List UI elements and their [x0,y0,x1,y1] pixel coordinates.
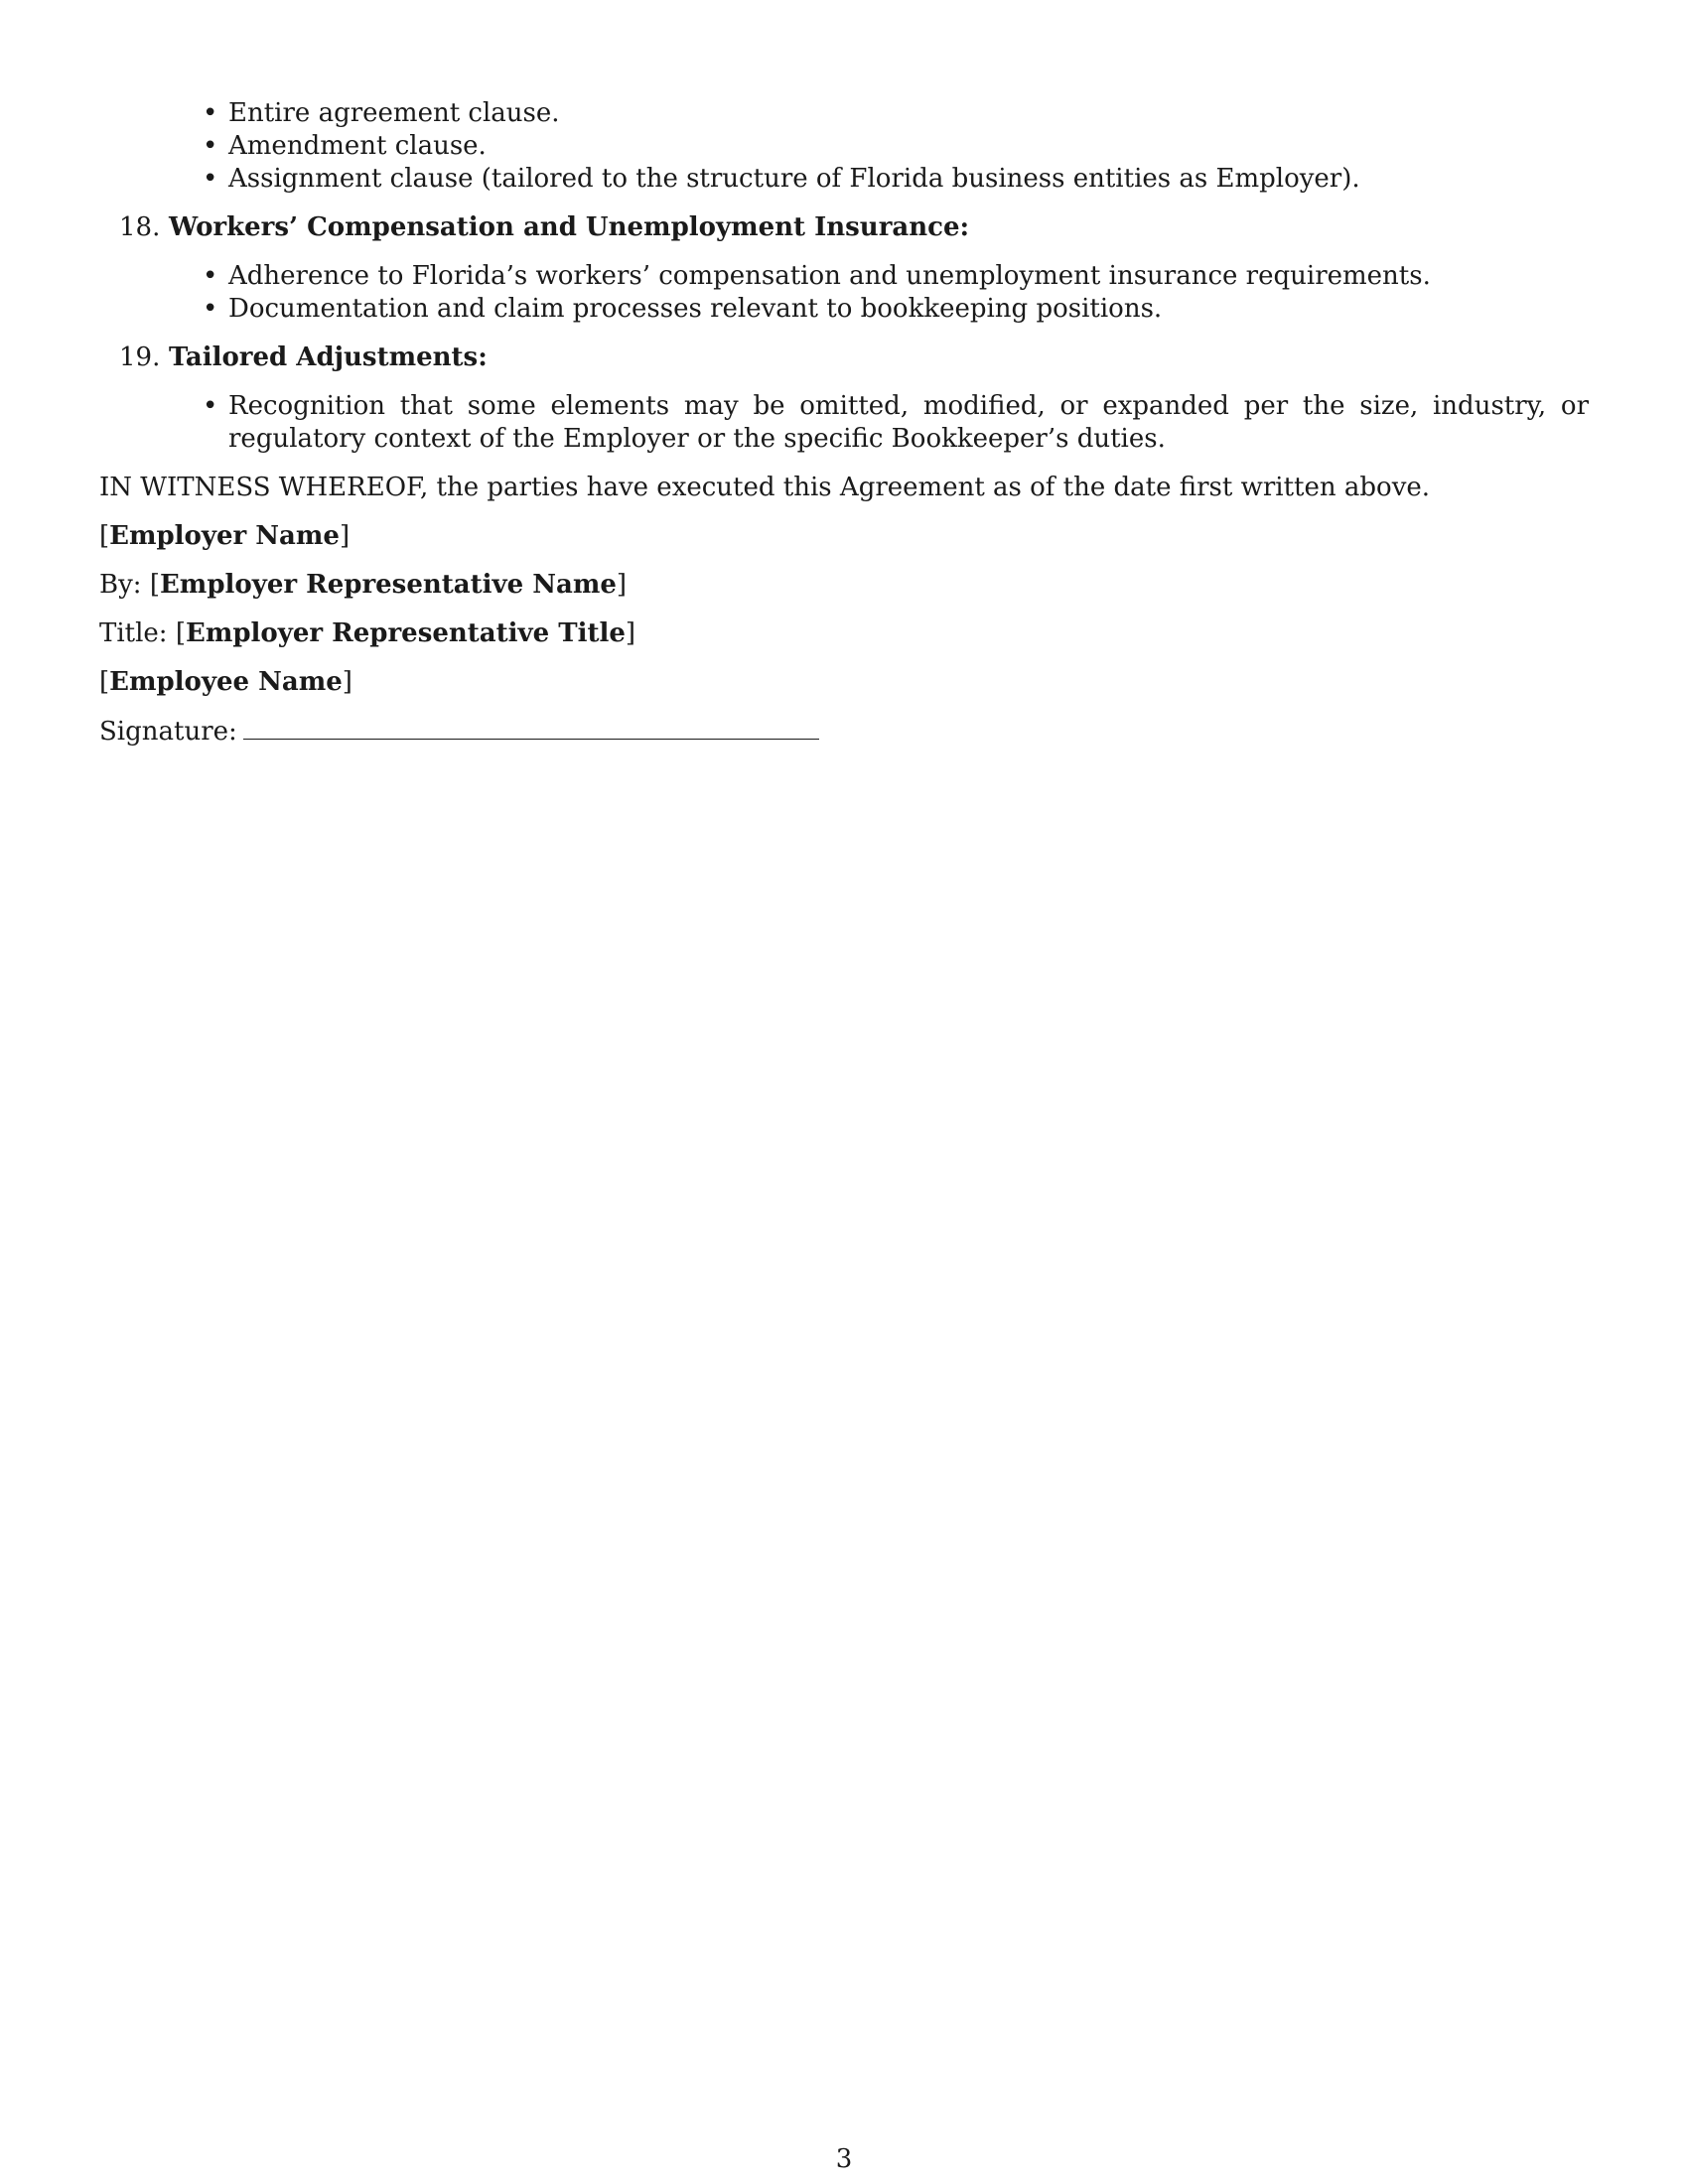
bullet-item: • Entire agreement clause. [228,97,1589,130]
bullet-item: • Recognition that some elements may be omitted, modified, or expanded per the size, industry, or regulatory context of the Employer or the specific Bookkeeper’s duties. [228,390,1589,456]
section-18 [99,211,1589,326]
continued-bullet-list [99,97,1589,196]
employee-name-line: [Employee Name] [99,667,352,697]
section-heading [99,211,1589,244]
section-title: Tailored Adjustments: [169,342,488,372]
signature-line [99,715,1589,749]
employer-name: Employer Name [109,521,340,551]
signature-label: Signature: [99,717,237,747]
section-number: 19. [119,342,161,372]
title-line: Title: [Employer Representative Title] [99,618,636,648]
witness-statement: IN WITNESS WHEREOF, the parties have executed this Agreement as of the date first written above. [99,473,1431,502]
bullet-item: • Amendment clause. [228,130,1589,163]
signature-blank[interactable] [243,715,819,740]
employee-name: Employee Name [109,667,343,697]
section-19 [99,341,1589,456]
bullet-item: • Adherence to Florida’s workers’ compensation and unemployment insurance requirements. [228,260,1589,293]
by-label: By: [99,570,142,600]
section-bullet-list [99,390,1589,456]
page-number: 3 [835,2144,853,2174]
section-bullet-list [99,260,1589,326]
employer-name-line: [Employer Name] [99,521,351,551]
section-number: 18. [119,212,161,242]
document-page [99,97,1589,749]
by-line: By: [Employer Representative Name] [99,570,628,600]
bullet-item: • Assignment clause (tailored to the structure of Florida business entities as Employer). [228,163,1589,196]
section-heading [99,341,1589,374]
employer-rep-title: Employer Representative Title [186,618,626,648]
section-title: Workers’ Compensation and Unemployment Insurance: [169,212,970,242]
title-label: Title: [99,618,168,648]
employer-rep-name: Employer Representative Name [159,570,617,600]
bullet-item: • Documentation and claim processes relevant to bookkeeping positions. [228,293,1589,326]
